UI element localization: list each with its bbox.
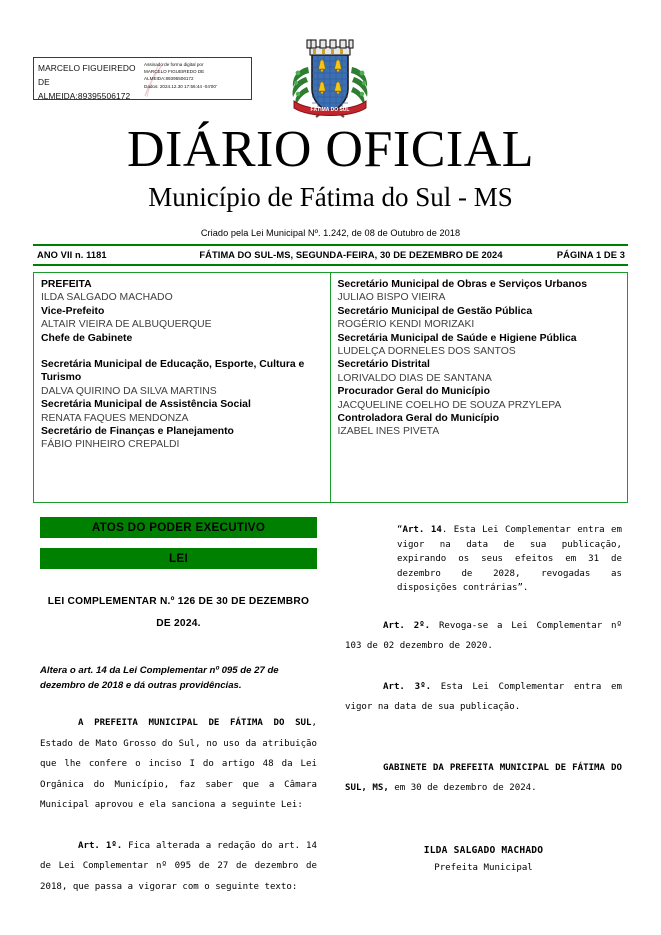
law-summary: Altera o art. 14 da Lei Complementar nº 095 de 27 de dezembro de 2018 e dá outras providências. bbox=[40, 665, 279, 691]
officials-column-right bbox=[331, 273, 628, 502]
body-column-right bbox=[345, 517, 622, 873]
banner-law: LEI bbox=[40, 548, 317, 569]
official-person: ALTAIR VIEIRA DE ALBUQUERQUE bbox=[41, 319, 212, 331]
official-role: Secretário Distrital bbox=[337, 359, 430, 371]
article-1-label: Art. 1º. bbox=[78, 840, 123, 851]
official-role: Secretária Municipal de Saúde e Higiene Pública bbox=[337, 332, 577, 344]
official-role: Secretária Municipal de Educação, Esporte, Cultura e Turismo bbox=[41, 359, 305, 384]
article-3-text: Esta Lei Complementar entra em vigor na data de sua publicação. bbox=[345, 681, 622, 713]
digital-signature-stamp bbox=[33, 57, 252, 100]
article-14-label: Art. 14 bbox=[402, 525, 442, 535]
masthead-subtitle: Município de Fátima do Sul - MS bbox=[148, 182, 513, 212]
quote-open-mark: “ bbox=[397, 525, 403, 535]
official-person: RENATA FAQUES MENDONZA bbox=[41, 412, 189, 424]
officials-box bbox=[33, 272, 628, 503]
edition-place-date: FÁTIMA DO SUL-MS, SEGUNDA-FEIRA, 30 DE DEZEMBRO DE 2024 bbox=[199, 250, 503, 260]
law-title: LEI COMPLEMENTAR N.º 126 DE 30 DE DEZEMBRO DE 2024. bbox=[47, 596, 310, 629]
official-role: Secretário Municipal de Gestão Pública bbox=[337, 305, 533, 317]
preamble-rest: , Estado de Mato Grosso do Sul, no uso da atribuição que lhe confere o inciso I do artigo 48 da Lei Orgânica do Município, faz saber que a Câmara Municipal aprovou e ela sanciona a seguinte Lei: bbox=[40, 718, 317, 810]
closing-bold: GABINETE DA PREFEITA MUNICIPAL DE FÁTIMA DO SUL, MS, bbox=[345, 762, 622, 794]
law-article-14-quote bbox=[397, 523, 622, 596]
law-preamble bbox=[40, 713, 317, 816]
page-title: DIÁRIO OFICIAL bbox=[126, 121, 535, 178]
svg-text:FÁTIMA DO SUL: FÁTIMA DO SUL bbox=[310, 107, 350, 113]
law-article-1 bbox=[40, 836, 317, 898]
official-person: JULIAO BISPO VIEIRA bbox=[337, 292, 446, 304]
law-article-3 bbox=[345, 677, 622, 718]
edition-page-number: PÁGINA 1 DE 3 bbox=[556, 250, 625, 260]
spacer bbox=[41, 345, 324, 358]
official-person: IZABEL INES PIVETA bbox=[337, 426, 440, 438]
official-person: DALVA QUIRINO DA SILVA MARTINS bbox=[41, 385, 217, 397]
signature-holder-name: MARCELO FIGUEIREDO DE ALMEIDA:89395506172 bbox=[38, 63, 136, 100]
official-role: Secretário de Finanças e Planejamento bbox=[41, 426, 234, 438]
banner-executive-acts: ATOS DO PODER EXECUTIVO bbox=[40, 517, 317, 538]
signer-role: Prefeita Municipal bbox=[434, 862, 533, 873]
signature-detail-line-3: ALMEIDA:89395506172 bbox=[144, 76, 194, 82]
official-person: LUDELÇA DORNELES DOS SANTOS bbox=[337, 346, 516, 358]
coat-of-arms-icon bbox=[286, 33, 374, 123]
officials-column-left bbox=[34, 273, 331, 502]
official-role: PREFEITA bbox=[41, 279, 92, 290]
article-3-label: Art. 3º. bbox=[383, 681, 432, 692]
signature-detail-line-4: Dados: 2024.12.30 17:56:44 -04'00' bbox=[144, 83, 217, 89]
article-1-text: Fica alterada a redação do art. 14 de Lei Complementar nº 095 de 27 de dezembro de 2018, que passa a vigorar com o seguinte texto: bbox=[40, 840, 317, 892]
masthead-created-by: Criado pela Lei Municipal Nº. 1.242, de 08 de Outubro de 2018 bbox=[200, 228, 461, 238]
official-person: FÁBIO PINHEIRO CREPALDI bbox=[41, 439, 180, 451]
official-role: Secretária Municipal de Assistência Social bbox=[41, 399, 251, 411]
signature-detail-line-2: MARCELO FIGUEIREDO DE bbox=[144, 69, 205, 75]
official-role: Vice-Prefeito bbox=[41, 305, 105, 317]
article-2-label: Art. 2º. bbox=[383, 620, 431, 631]
law-closing bbox=[345, 758, 622, 799]
signer-name: ILDA SALGADO MACHADO bbox=[423, 844, 544, 856]
official-role: Controladora Geral do Município bbox=[337, 413, 500, 425]
article-14-text: . Esta Lei Complementar entra em vigor na data de sua publicação, expirando os seus efeitos em 31 de dezembro de 2028, revogadas as disposições contrárias”. bbox=[397, 525, 622, 594]
official-role: Procurador Geral do Município bbox=[337, 386, 490, 398]
article-2-text: Revoga-se a Lei Complementar nº 103 de 02 dezembro de 2020. bbox=[345, 620, 622, 652]
edition-info-bar bbox=[33, 244, 628, 266]
body-column-left bbox=[40, 517, 317, 897]
official-person: ROGÉRIO KENDI MORIZAKI bbox=[337, 319, 475, 331]
law-article-2 bbox=[345, 616, 622, 657]
edition-year-issue: ANO VII n. 1181 bbox=[37, 250, 107, 260]
official-person: JACQUELINE COELHO DE SOUZA PRZYLEPA bbox=[337, 399, 562, 411]
signature-details bbox=[140, 58, 251, 99]
official-role: Secretário Municipal de Obras e Serviços Urbanos bbox=[337, 279, 587, 290]
official-person: ILDA SALGADO MACHADO bbox=[41, 292, 173, 304]
masthead bbox=[0, 122, 661, 240]
official-role: Chefe de Gabinete bbox=[41, 332, 133, 344]
preamble-bold: A PREFEITA MUNICIPAL DE FÁTIMA DO SUL bbox=[78, 718, 312, 728]
closing-rest: em 30 de dezembro de 2024. bbox=[388, 783, 537, 794]
signature-detail-line-1: Assinado de forma digital por bbox=[144, 62, 204, 67]
official-person: LORIVALDO DIAS DE SANTANA bbox=[337, 372, 492, 384]
